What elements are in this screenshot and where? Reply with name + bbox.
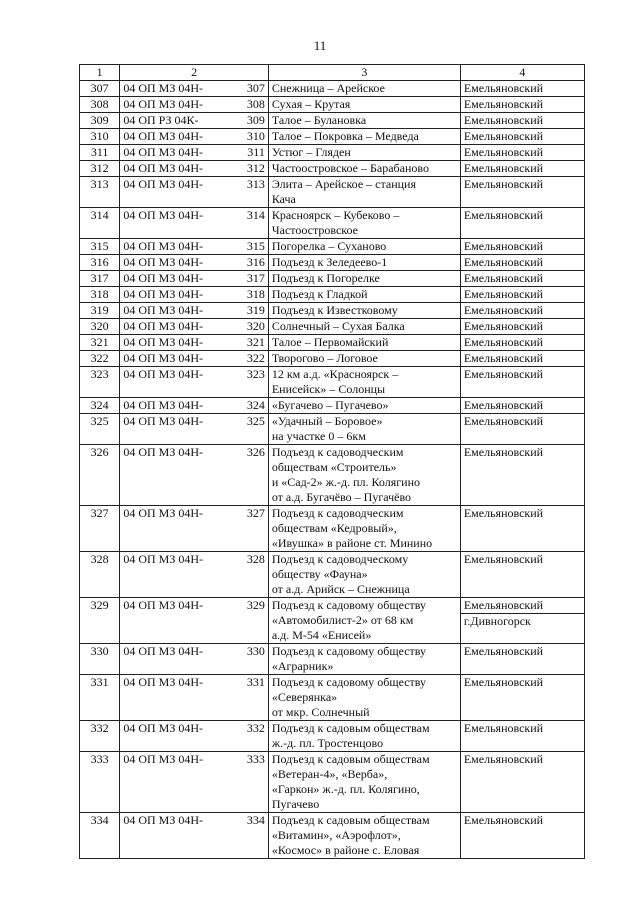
road-code-cell	[120, 208, 269, 239]
road-name-line: Подъезд к садоводческим	[271, 445, 404, 459]
road-code-number: 310	[246, 129, 265, 143]
road-code-cell	[120, 398, 269, 414]
road-code-number: 321	[246, 335, 265, 349]
road-name-line: Подъезд к Известковому	[271, 303, 398, 317]
road-name-line: Подъезд к садовому обществу	[271, 598, 427, 612]
district-cell	[460, 319, 584, 335]
row-number: 329	[80, 598, 120, 644]
road-code: 04 ОП МЗ 04Н-	[123, 81, 203, 95]
road-name-line: «Северянка»	[271, 690, 338, 704]
road-code-cell	[120, 303, 269, 319]
road-code-cell	[120, 414, 269, 445]
road-name-cell	[268, 351, 460, 367]
road-code-number: 328	[246, 552, 265, 566]
road-name-cell	[268, 303, 460, 319]
road-code: 04 ОП МЗ 04Н-	[123, 177, 203, 191]
row-number: 318	[80, 287, 120, 303]
row-number: 332	[80, 721, 120, 752]
row-number: 310	[80, 129, 120, 145]
road-code-number: 327	[246, 506, 265, 520]
road-registry-table	[79, 64, 585, 859]
district-name: Емельяновский	[463, 255, 544, 269]
road-name-cell	[268, 335, 460, 351]
district-cell	[460, 239, 584, 255]
district-name: Емельяновский	[463, 752, 544, 766]
district-cell	[460, 367, 584, 398]
road-name-line: Подъезд к садоводческому	[271, 552, 409, 566]
road-code-number: 320	[246, 319, 265, 333]
road-code: 04 ОП МЗ 04Н-	[123, 675, 203, 689]
row-number: 317	[80, 271, 120, 287]
road-code-number: 325	[246, 414, 265, 428]
row-number: 316	[80, 255, 120, 271]
road-name-line: и «Сад-2» ж.-д. пл. Колягино	[271, 475, 421, 489]
road-name-cell	[268, 113, 460, 129]
road-code-cell	[120, 161, 269, 177]
road-code-cell	[120, 287, 269, 303]
road-name-cell	[268, 145, 460, 161]
table-row	[80, 129, 585, 145]
header-col-4: 4	[460, 65, 584, 81]
table-row	[80, 598, 585, 644]
row-number: 327	[80, 506, 120, 552]
road-name-line: Подъезд к Зеледеево-1	[271, 255, 388, 269]
road-name-line: Подъезд к садоводческим	[271, 506, 404, 520]
district-cell	[460, 97, 584, 113]
road-name-line: «Ветеран-4», «Верба»,	[271, 767, 388, 781]
district-cell	[460, 335, 584, 351]
road-name-line: Кача	[271, 192, 296, 206]
road-name-cell	[268, 414, 460, 445]
row-number: 330	[80, 644, 120, 675]
road-code: 04 ОП МЗ 04Н-	[123, 367, 203, 381]
table-row	[80, 161, 585, 177]
row-number: 325	[80, 414, 120, 445]
road-name-line: от мкр. Солнечный	[271, 705, 370, 719]
district-cell	[460, 208, 584, 239]
table-row	[80, 97, 585, 113]
road-name-line: Сухая – Крутая	[271, 97, 351, 111]
road-code: 04 ОП МЗ 04Н-	[123, 752, 203, 766]
table-row	[80, 303, 585, 319]
road-name-cell	[268, 97, 460, 113]
road-code-cell	[120, 445, 269, 506]
table-row	[80, 208, 585, 239]
road-name-line: от а.д. Бугачёво – Пугачёво	[271, 490, 412, 504]
road-code-cell	[120, 129, 269, 145]
road-name-line: Талое – Первомайский	[271, 335, 389, 349]
road-code-cell	[120, 97, 269, 113]
road-name-cell	[268, 367, 460, 398]
road-code-number: 319	[246, 303, 265, 317]
district-cell	[460, 255, 584, 271]
row-number: 326	[80, 445, 120, 506]
road-code: 04 ОП МЗ 04Н-	[123, 398, 203, 412]
district-cell	[460, 813, 584, 859]
road-code: 04 ОП МЗ 04Н-	[123, 721, 203, 735]
district-name: Емельяновский	[463, 351, 544, 365]
district-cell	[460, 303, 584, 319]
road-code-number: 317	[246, 271, 265, 285]
road-code-number: 315	[246, 239, 265, 253]
road-code-cell	[120, 367, 269, 398]
row-number: 328	[80, 552, 120, 598]
district-name: Емельяновский	[463, 81, 544, 95]
road-code-number: 318	[246, 287, 265, 301]
road-code-number: 309	[246, 113, 265, 127]
road-code-number: 329	[246, 598, 265, 612]
road-code-number: 316	[246, 255, 265, 269]
header-col-2: 2	[120, 65, 269, 81]
road-name-cell	[268, 398, 460, 414]
road-code-number: 333	[246, 752, 265, 766]
road-name-line: ж.-д. пл. Тростенцово	[271, 736, 384, 750]
district-cell	[460, 506, 584, 552]
table-row	[80, 721, 585, 752]
row-number: 322	[80, 351, 120, 367]
district-name: Емельяновский	[463, 161, 544, 175]
district-name: Емельяновский	[463, 644, 544, 658]
row-number: 333	[80, 752, 120, 813]
row-number: 315	[80, 239, 120, 255]
road-name-line: а.д. М-54 «Енисей»	[271, 628, 372, 642]
road-name-line: обществам «Кедровый»,	[271, 521, 397, 535]
road-code-cell	[120, 644, 269, 675]
row-number: 307	[80, 81, 120, 97]
road-code-cell	[120, 319, 269, 335]
table-row	[80, 271, 585, 287]
district-name: Емельяновский	[463, 675, 544, 689]
district-cell	[460, 287, 584, 303]
district-cell	[460, 177, 584, 208]
district-name: Емельяновский	[463, 414, 544, 428]
table-row	[80, 506, 585, 552]
road-code-cell	[120, 239, 269, 255]
road-name-cell	[268, 208, 460, 239]
road-name-line: Красноярск – Кубеково –	[271, 208, 400, 222]
row-number: 321	[80, 335, 120, 351]
district-cell	[460, 552, 584, 598]
road-code: 04 ОП МЗ 04Н-	[123, 129, 203, 143]
road-code: 04 ОП МЗ 04Н-	[123, 414, 203, 428]
road-name-cell	[268, 813, 460, 859]
road-code-number: 312	[246, 161, 265, 175]
road-name-line: Пугачево	[271, 797, 320, 811]
road-name-line: Подъезд к садовым обществам	[271, 752, 430, 766]
table-header-row	[80, 65, 585, 81]
road-code-cell	[120, 506, 269, 552]
road-code-number: 330	[246, 644, 265, 658]
road-code: 04 ОП МЗ 04Н-	[123, 287, 203, 301]
road-name-line: Талое – Булановка	[271, 113, 367, 127]
road-name-cell	[268, 644, 460, 675]
road-name-line: Подъезд к садовым обществам	[271, 813, 430, 827]
district-name: Емельяновский	[463, 506, 544, 520]
district-cell	[460, 129, 584, 145]
road-name-line: «Автомобилист-2» от 68 км	[271, 613, 414, 627]
road-name-cell	[268, 675, 460, 721]
district-name: Емельяновский	[463, 145, 544, 159]
road-code-number: 323	[246, 367, 265, 381]
road-name-line: Подъезд к Гладкой	[271, 287, 368, 301]
row-number: 334	[80, 813, 120, 859]
district-cell	[460, 598, 584, 644]
road-name-line: Подъезд к садовому обществу	[271, 644, 427, 658]
table-row	[80, 675, 585, 721]
district-cell	[460, 145, 584, 161]
road-name-cell	[268, 506, 460, 552]
road-code-cell	[120, 351, 269, 367]
row-number: 314	[80, 208, 120, 239]
road-name-line: «Бугачево – Пугачево»	[271, 398, 389, 412]
district-name: Емельяновский	[463, 208, 544, 222]
road-code-cell	[120, 813, 269, 859]
row-number: 324	[80, 398, 120, 414]
district-cell	[460, 81, 584, 97]
road-name-line: «Ивушка» в районе ст. Минино	[271, 536, 433, 550]
district-cell	[460, 398, 584, 414]
road-name-line: Подъезд к Погорелке	[271, 271, 380, 285]
road-code-cell	[120, 177, 269, 208]
table-row	[80, 644, 585, 675]
road-name-line: Подъезд к садовому обществу	[271, 675, 427, 689]
road-name-cell	[268, 598, 460, 644]
road-code-cell	[120, 113, 269, 129]
row-number: 313	[80, 177, 120, 208]
road-code: 04 ОП МЗ 04Н-	[123, 445, 203, 459]
district-name: Емельяновский	[463, 319, 544, 333]
road-name-cell	[268, 81, 460, 97]
road-name-cell	[268, 255, 460, 271]
district-name: Емельяновский	[463, 367, 544, 381]
road-code-number: 314	[246, 208, 265, 222]
district-name: Емельяновский	[463, 335, 544, 349]
district-cell	[460, 721, 584, 752]
road-code: 04 ОП МЗ 04Н-	[123, 271, 203, 285]
table-row	[80, 351, 585, 367]
road-code-cell	[120, 271, 269, 287]
road-code-number: 322	[246, 351, 265, 365]
district-name: Емельяновский	[463, 177, 544, 191]
district-cell	[460, 414, 584, 445]
road-name-line: обществам «Строитель»	[271, 460, 397, 474]
road-code: 04 ОП МЗ 04Н-	[123, 351, 203, 365]
road-code-cell	[120, 145, 269, 161]
road-code-cell	[120, 675, 269, 721]
table-row	[80, 81, 585, 97]
district-cell	[460, 644, 584, 675]
row-number: 308	[80, 97, 120, 113]
road-name-line: Солнечный – Сухая Балка	[271, 319, 405, 333]
road-code-cell	[120, 752, 269, 813]
district-name: Емельяновский	[463, 239, 544, 253]
road-name-cell	[268, 445, 460, 506]
district-cell	[460, 351, 584, 367]
road-code-cell	[120, 552, 269, 598]
district-cell	[460, 675, 584, 721]
table-row	[80, 319, 585, 335]
road-name-line: «Витамин», «Аэрофлот»,	[271, 828, 401, 842]
road-code: 04 ОП МЗ 04Н-	[123, 255, 203, 269]
road-name-line: обществу «Фауна»	[271, 567, 368, 581]
row-number: 331	[80, 675, 120, 721]
district-name: Емельяновский	[463, 287, 544, 301]
header-col-3: 3	[268, 65, 460, 81]
road-code-number: 334	[246, 813, 265, 827]
row-number: 319	[80, 303, 120, 319]
table-row	[80, 145, 585, 161]
road-name-line: Элита – Арейское – станция	[271, 177, 416, 191]
road-code-number: 308	[246, 97, 265, 111]
district-name: г.Дивногорск	[461, 613, 584, 629]
table-row	[80, 287, 585, 303]
road-code: 04 ОП МЗ 04Н-	[123, 161, 203, 175]
road-name-line: от а.д. Арийск – Снежница	[271, 582, 410, 596]
table-row	[80, 177, 585, 208]
district-name: Емельяновский	[463, 303, 544, 317]
road-code-number: 326	[246, 445, 265, 459]
road-code: 04 ОП МЗ 04Н-	[123, 552, 203, 566]
road-code: 04 ОП МЗ 04Н-	[123, 319, 203, 333]
road-name-line: Творогово – Логовое	[271, 351, 378, 365]
table-row	[80, 813, 585, 859]
district-name: Емельяновский	[463, 721, 544, 735]
road-code-number: 307	[246, 81, 265, 95]
road-name-line: Подъезд к садовым обществам	[271, 721, 430, 735]
road-code-number: 331	[246, 675, 265, 689]
district-name: Емельяновский	[463, 598, 544, 612]
table-row	[80, 113, 585, 129]
table-row	[80, 335, 585, 351]
road-code: 04 ОП РЗ 04К-	[123, 113, 199, 127]
road-name-cell	[268, 239, 460, 255]
page-number: 11	[313, 38, 327, 53]
road-name-line: Снежница – Арейское	[271, 81, 385, 95]
road-name-cell	[268, 552, 460, 598]
road-code-number: 324	[246, 398, 265, 412]
road-name-line: «Космос» в районе с. Еловая	[271, 843, 420, 857]
district-cell	[460, 161, 584, 177]
row-number: 320	[80, 319, 120, 335]
road-name-cell	[268, 161, 460, 177]
district-name: Емельяновский	[463, 271, 544, 285]
road-code: 04 ОП МЗ 04Н-	[123, 813, 203, 827]
row-number: 323	[80, 367, 120, 398]
road-code-cell	[120, 255, 269, 271]
road-name-line: «Гаркон» ж.-д. пл. Колягино,	[271, 782, 420, 796]
road-name-line: 12 км а.д. «Красноярск –	[271, 367, 399, 381]
district-name: Емельяновский	[463, 97, 544, 111]
district-name: Емельяновский	[463, 398, 544, 412]
road-name-line: Талое – Покровка – Медведа	[271, 129, 419, 143]
road-code: 04 ОП МЗ 04Н-	[123, 208, 203, 222]
road-name-line: «Удачный – Боровое»	[271, 414, 383, 428]
table-row	[80, 752, 585, 813]
header-col-1: 1	[80, 65, 120, 81]
road-code-number: 332	[246, 721, 265, 735]
road-code: 04 ОП МЗ 04Н-	[123, 303, 203, 317]
district-cell	[460, 113, 584, 129]
table-row	[80, 367, 585, 398]
road-code: 04 ОП МЗ 04Н-	[123, 506, 203, 520]
road-code-number: 311	[247, 145, 265, 159]
district-name: Емельяновский	[463, 129, 544, 143]
district-cell	[460, 445, 584, 506]
road-code: 04 ОП МЗ 04Н-	[123, 598, 203, 612]
road-code: 04 ОП МЗ 04Н-	[123, 145, 203, 159]
road-name-cell	[268, 721, 460, 752]
table-row	[80, 398, 585, 414]
road-code-number: 313	[246, 177, 265, 191]
road-name-line: Частоостровское	[271, 223, 358, 237]
road-name-line: «Аграрник»	[271, 659, 334, 673]
road-code: 04 ОП МЗ 04Н-	[123, 644, 203, 658]
table-row	[80, 552, 585, 598]
district-cell	[460, 752, 584, 813]
road-code: 04 ОП МЗ 04Н-	[123, 335, 203, 349]
row-number: 311	[80, 145, 120, 161]
table-row	[80, 239, 585, 255]
row-number: 312	[80, 161, 120, 177]
road-code-cell	[120, 721, 269, 752]
district-name: Емельяновский	[463, 445, 544, 459]
road-name-line: Частоостровское – Барабаново	[271, 161, 429, 175]
road-name-cell	[268, 271, 460, 287]
road-name-line: Енисейск» – Солонцы	[271, 382, 386, 396]
district-cell	[460, 271, 584, 287]
road-name-line: Погорелка – Суханово	[271, 239, 387, 253]
road-code: 04 ОП МЗ 04Н-	[123, 239, 203, 253]
road-code: 04 ОП МЗ 04Н-	[123, 97, 203, 111]
road-name-line: на участке 0 – 6км	[271, 429, 366, 443]
district-name: Емельяновский	[463, 552, 544, 566]
table-row	[80, 255, 585, 271]
road-name-cell	[268, 319, 460, 335]
road-name-cell	[268, 177, 460, 208]
road-name-cell	[268, 129, 460, 145]
road-code-cell	[120, 335, 269, 351]
road-name-cell	[268, 752, 460, 813]
row-number: 309	[80, 113, 120, 129]
road-code-cell	[120, 598, 269, 644]
district-name: Емельяновский	[463, 813, 544, 827]
table-row	[80, 414, 585, 445]
road-name-cell	[268, 287, 460, 303]
table-body	[80, 81, 585, 859]
road-code-cell	[120, 81, 269, 97]
road-name-line: Устюг – Гляден	[271, 145, 351, 159]
district-name: Емельяновский	[463, 113, 544, 127]
table-row	[80, 445, 585, 506]
